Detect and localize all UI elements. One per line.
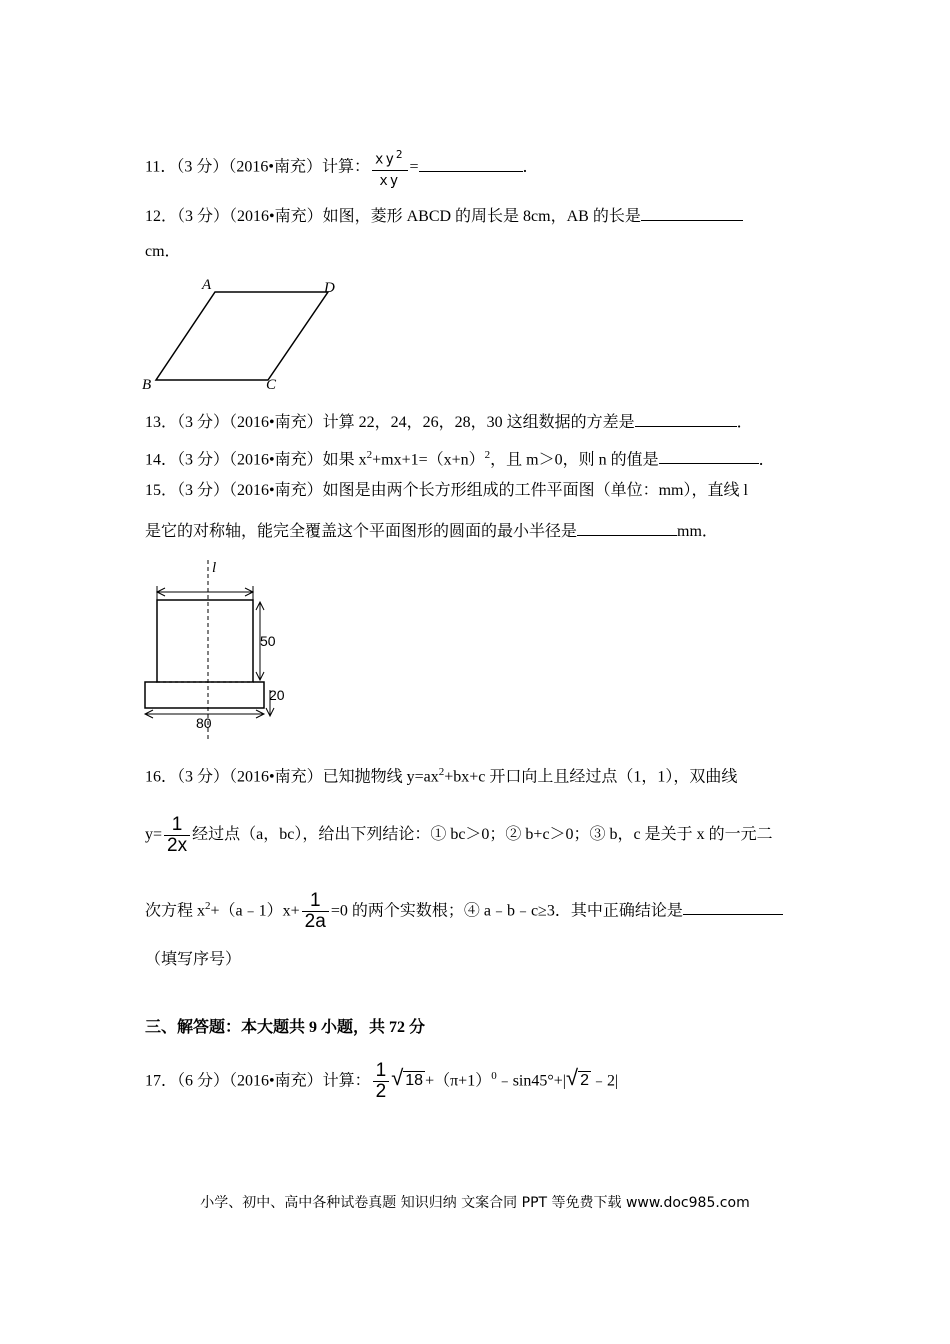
q16-fraction-1 — [164, 815, 190, 856]
q17-sqrt-18: √ 18 — [391, 1065, 424, 1091]
question-16-line2 — [145, 815, 773, 856]
q15-line2: 是它的对称轴，能完全覆盖这个平面图形的圆面的最小半径是 — [145, 523, 578, 540]
q14-sup2: 2 — [484, 449, 491, 461]
q14-end: ． — [758, 451, 775, 469]
q16-line1-post: +bx+c 开口向上且经过点（1，1），双曲线 — [444, 768, 738, 786]
dimension-20: 20 — [269, 687, 285, 703]
axis-label: l — [212, 560, 217, 576]
q16-frac2-num: 1 — [302, 891, 329, 912]
q16-line3-sup: 2 — [205, 900, 211, 912]
question-12-cont — [145, 242, 181, 262]
q16-frac2-den: 2a — [304, 911, 326, 933]
section-3-heading — [145, 1018, 425, 1038]
label-B: B — [142, 377, 152, 393]
q16-answer-blank[interactable] — [683, 898, 783, 915]
q12-line1: 12．（3 分）（2016•南充）如图，菱形 ABCD 的周长是 8cm，AB 的长是 — [145, 208, 641, 225]
label-D: D — [324, 280, 335, 296]
q14-pre: 14．（3 分）（2016•南充）如果 x — [145, 451, 367, 469]
q16-frac1-den: 2x — [167, 835, 188, 856]
label-A: A — [202, 277, 212, 293]
rhombus-figure — [138, 272, 348, 394]
q17-rad1: 18 — [405, 1072, 424, 1090]
q13-answer-blank[interactable] — [635, 410, 737, 427]
q14-sup1: 2 — [366, 449, 373, 461]
q17-mid2: ﹣sin45°+| — [496, 1072, 567, 1090]
q11-num-exp: 2 — [395, 148, 405, 161]
q17-rad2: 2 — [580, 1072, 589, 1090]
q16-line2-pre: y= — [145, 826, 163, 844]
q14-post: ，且 m＞0，则 n 的值是 — [490, 451, 659, 469]
q11-end: ． — [522, 158, 539, 176]
workpiece-figure — [138, 556, 298, 746]
upper-rectangle — [157, 600, 253, 682]
q11-num-base: xy — [375, 151, 396, 168]
rhombus-shape — [156, 292, 328, 380]
q14-answer-blank[interactable] — [659, 447, 759, 464]
q16-line3-post: =0 的两个实数根；④ a﹣b﹣c≥3．其中正确结论是 — [330, 902, 683, 920]
question-14 — [145, 445, 775, 470]
q11-eq: = — [409, 158, 419, 176]
q13-end: ． — [736, 414, 753, 431]
question-16-line4 — [145, 950, 241, 970]
q17-sup: 0 — [491, 1070, 497, 1082]
q14-mid: +mx+1=（x+n） — [372, 451, 485, 469]
section-3-title: 三、解答题：本大题共 9 小题，共 72 分 — [145, 1019, 426, 1036]
q16-frac1-num: 1 — [164, 815, 190, 836]
q15-answer-blank[interactable] — [577, 519, 677, 536]
q17-frac-num: 1 — [373, 1061, 390, 1082]
q11-fraction — [372, 145, 407, 191]
lower-rectangle — [145, 682, 264, 708]
q11-den: xy — [379, 172, 401, 189]
q15-unit: mm． — [677, 523, 718, 540]
q16-line4: （填写序号） — [145, 951, 242, 968]
question-16-line3 — [145, 886, 783, 932]
q17-mid: +（π+1） — [425, 1072, 492, 1090]
q17-pre: 17．（6 分）（2016•南充）计算： — [145, 1072, 371, 1090]
q13-text: 13．（3 分）（2016•南充）计算 22，24，26，28，30 这组数据的方差是 — [145, 414, 635, 431]
question-16 — [145, 762, 737, 787]
question-15 — [145, 481, 748, 501]
question-12 — [145, 204, 743, 227]
q12-line2: cm． — [145, 243, 181, 260]
page-footer — [0, 1192, 950, 1212]
dimension-80: 80 — [196, 715, 212, 731]
q17-post: ﹣2| — [591, 1072, 619, 1090]
q16-line2-post: 经过点（a，bc），给出下列结论：① bc＞0；② b+c＞0；③ b，c 是关于 x 的一元二 — [192, 826, 773, 844]
q15-line1: 15．（3 分）（2016•南充）如图是由两个长方形组成的工件平面图（单位：mm），直线 l — [145, 482, 748, 499]
label-C: C — [266, 377, 277, 393]
q12-answer-blank[interactable] — [641, 204, 743, 221]
dimension-50: 50 — [260, 633, 276, 649]
q16-line3-pre: 次方程 x — [145, 902, 206, 920]
q17-frac-den: 2 — [375, 1081, 387, 1103]
q16-line1-pre: 16．（3 分）（2016•南充）已知抛物线 y=ax — [145, 768, 439, 786]
q16-line1-sup: 2 — [438, 766, 445, 778]
question-13 — [145, 410, 753, 433]
q17-fraction — [373, 1061, 390, 1102]
q17-sqrt-2: √ 2 — [566, 1065, 589, 1091]
q16-fraction-2 — [302, 891, 329, 932]
q11-prefix: 11．（3 分）（2016•南充）计算： — [145, 158, 371, 176]
question-17 — [145, 1056, 618, 1102]
question-15-cont — [145, 519, 718, 542]
q16-line3-mid: +（a﹣1）x+ — [210, 902, 300, 920]
question-11 — [145, 145, 539, 191]
q11-answer-blank[interactable] — [419, 155, 523, 172]
footer-text: 小学、初中、高中各种试卷真题 知识归纳 文案合同 PPT 等免费下载 www.doc985.com — [200, 1195, 750, 1211]
